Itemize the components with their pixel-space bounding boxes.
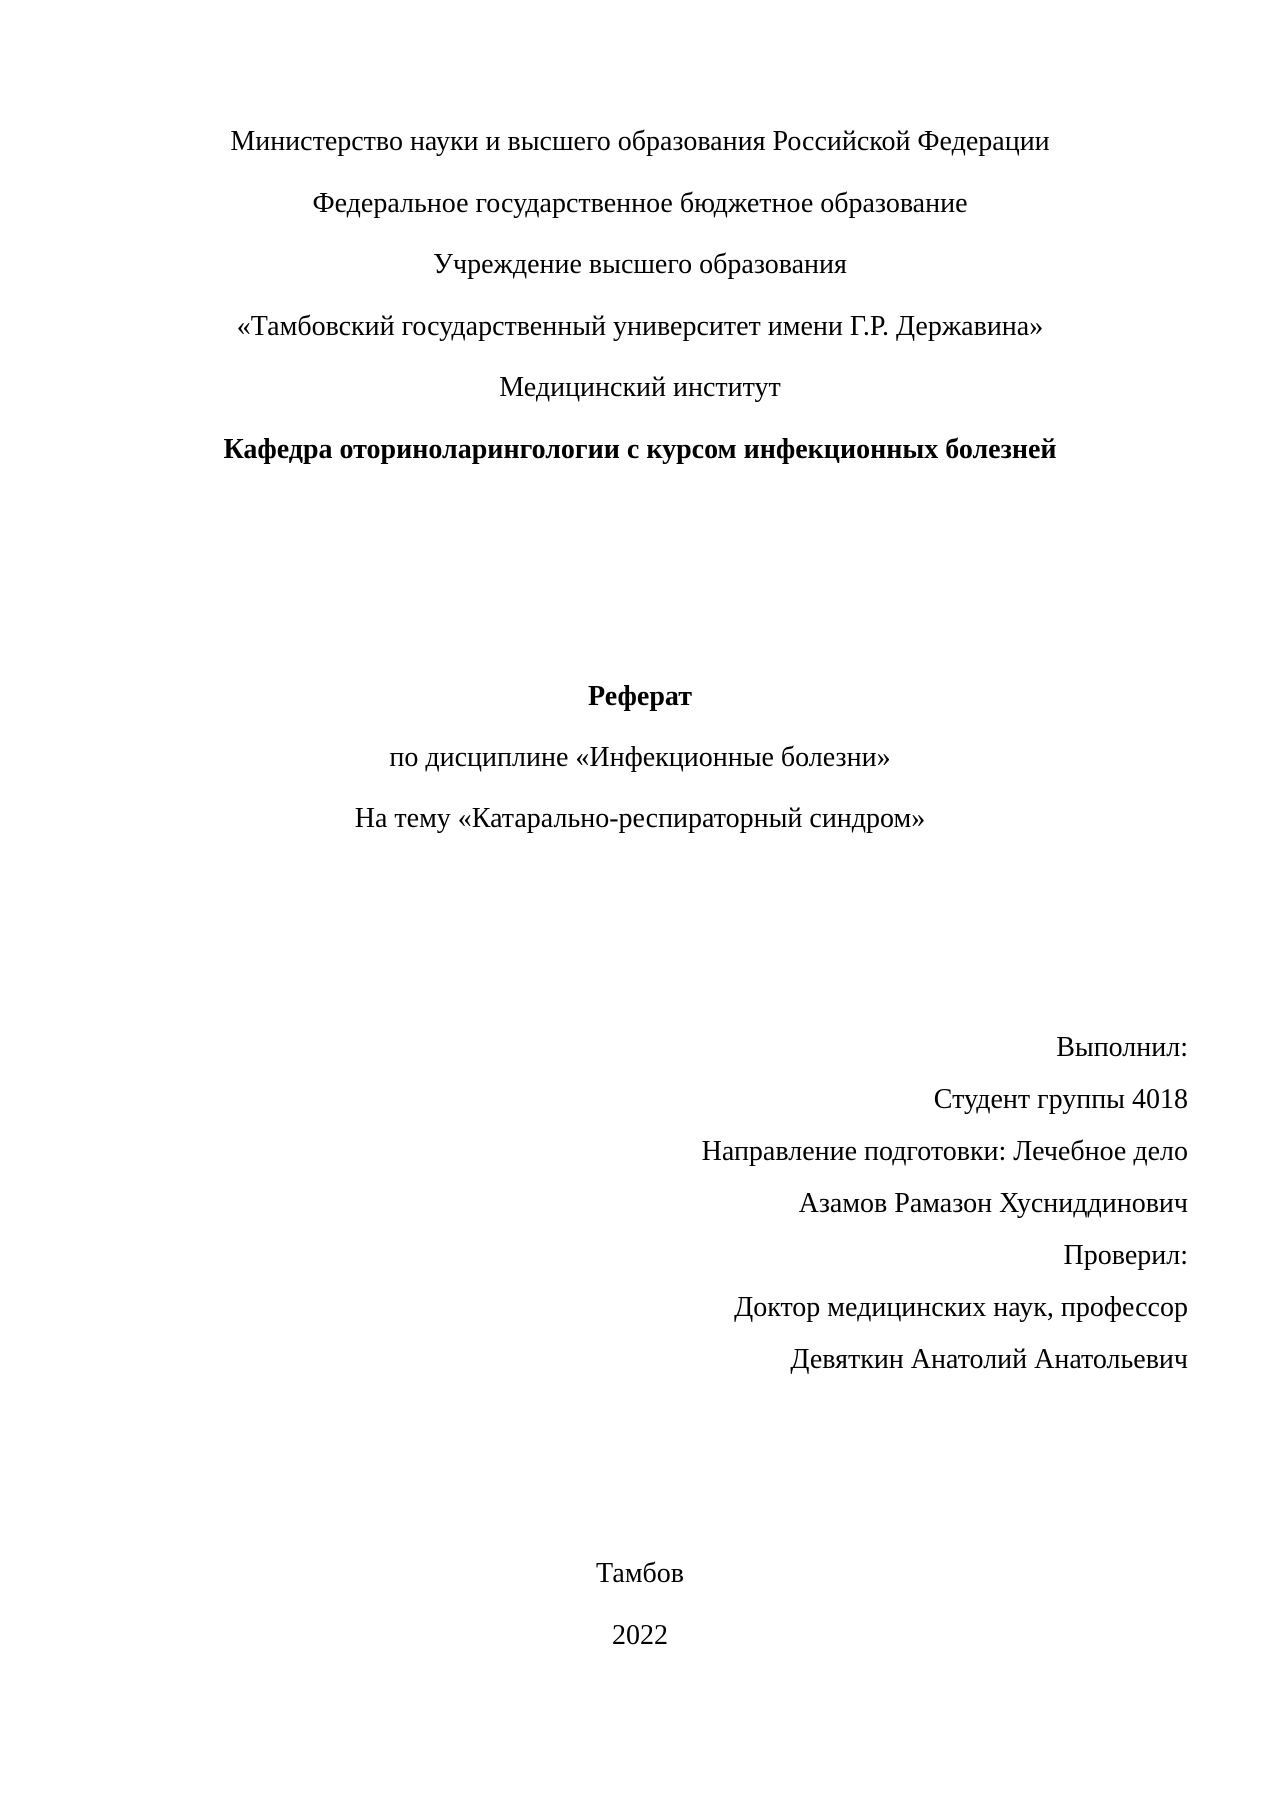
document-type-title: Реферат — [588, 681, 692, 712]
institute-line: Медицинский институт — [499, 372, 781, 403]
supervisor-degree: Доктор медицинских наук, профессор — [734, 1292, 1188, 1323]
university-line: «Тамбовский государственный университет имени Г.Р. Державина» — [236, 311, 1044, 342]
federal-line: Федеральное государственное бюджетное образование — [312, 188, 968, 219]
study-direction: Направление подготовки: Лечебное дело — [701, 1136, 1188, 1167]
year-line: 2022 — [612, 1620, 668, 1651]
student-group: Студент группы 4018 — [933, 1084, 1188, 1115]
supervisor-name: Девяткин Анатолий Анатольевич — [790, 1344, 1188, 1375]
checked-label: Проверил: — [1063, 1240, 1188, 1271]
discipline-line: по дисциплине «Инфекционные болезни» — [389, 742, 891, 773]
performed-label: Выполнил: — [1056, 1032, 1188, 1063]
institution-line: Учреждение высшего образования — [433, 249, 847, 280]
department-line: Кафедра оториноларингологии с курсом инфекционных болезней — [223, 434, 1057, 465]
student-name: Азамов Рамазон Хусниддинович — [798, 1188, 1188, 1219]
topic-line: На тему «Катарально-респираторный синдром» — [354, 803, 926, 834]
city-line: Тамбов — [595, 1558, 685, 1589]
ministry-line: Министерство науки и высшего образования Российской Федерации — [230, 126, 1050, 157]
